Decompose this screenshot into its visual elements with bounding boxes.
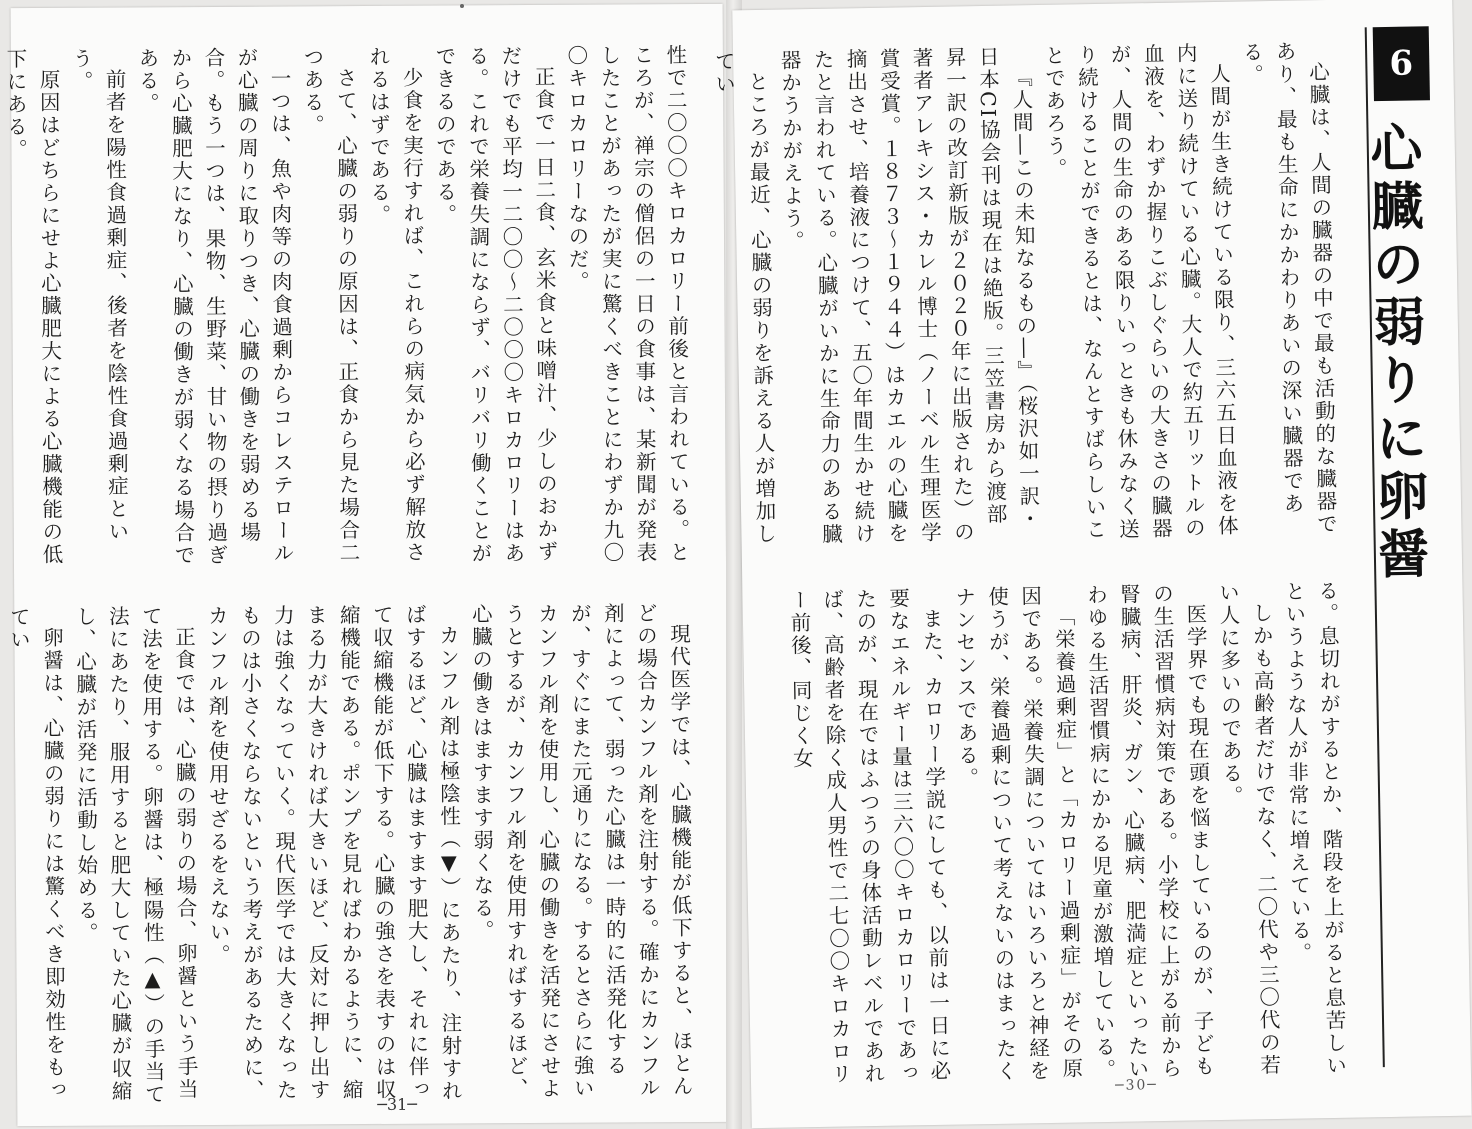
right-page	[711, 0, 1471, 1128]
left-page-upper-text	[2, 44, 694, 568]
paragraph: さて、心臓の弱りの原因は、正食から見た場合二つある。	[299, 46, 360, 564]
paragraph: 「栄養過剰症」と「カロリー過剰症」がその原因である。栄養失調についてはいろいろと神経を使うが、栄養過剰について考えないのはまったくナンセンスである。	[951, 585, 1084, 1084]
paragraph: しかも高齢者だけでなく、二〇代や三〇代の若い人に多いのである。	[1215, 581, 1281, 1077]
scan-speck	[460, 4, 464, 8]
right-page-upper-text	[711, 40, 1342, 550]
paragraph: る。息切れがするとか、階段を上がると息苦しいというような人が非常に増えている。	[1281, 579, 1348, 1078]
right-page-lower-text	[772, 580, 1351, 1095]
paragraph: 性で二〇〇〇キロカロリー前後と言われている。ところが、禅宗の僧侶の一日の食事は、某新聞が発表したことがあったが実に驚くべきことにわずか九〇〇キロカロリーなのだ。	[563, 44, 690, 565]
paragraph: 原因はどちらにせよ心臓肥大による心臓機能の低下にある。	[2, 48, 63, 566]
paragraph: ところが最近、心臓の弱りを訴える人が増加してい	[711, 50, 777, 546]
paragraph: 卵醤は、心臓の弱りには驚くべき即効性をもってい	[6, 606, 67, 1102]
page-number: ─30─	[1114, 1077, 1158, 1094]
paragraph: カンフル剤は極陰性（▼）にあたり、注射すればするほど、心臓はますます肥大し、それに伴って収縮機能が低下する。心臓の強さを表すのは収縮機能である。ポンプを見ればわかるように、縮まる力が大きければ大きいほど、反対に押し出す力は強くなっていく。現代医学では大きくなったものは小さくならないという考えがあるために、カンフル剤を使用せざるをえない。	[204, 603, 463, 1103]
paragraph: 心臓は、人間の臓器の中で最も活動的な臓器であり、最も生命にかかわりあいの深い臓器である。	[1238, 40, 1338, 536]
paragraph: 『人間―この未知なるもの―』（桜沢如一訳・日本CI協会刊は現在は絶版。三笠書房から渡部昇一訳の改訂新版が２０２０年に出版された）の著者アレキシス・カレル博士（ノーベル生理医学賞受賞。１８７３～１９４４）はカエルの心臓を摘出させ、培養液につけて、五〇年間生かせ続けたと言われている。心臓がいかに生命力のある臓器かうかがえよう。	[776, 45, 1041, 547]
paragraph: 医学界でも現在頭を悩ましているのが、子どもの生活習慣病対策である。小学校に上がる前から腎臓病、肝炎、ガン、心臓病、肥満症といったいわゆる生活習慣病にかかる児童が激増している。	[1083, 582, 1215, 1082]
left-page	[2, 4, 730, 1126]
paragraph: 前者を陽性食過剰症、後者を陰性食過剰症という。	[68, 47, 129, 543]
chapter-title: 心臓の弱りに卵醤	[1360, 120, 1430, 586]
left-page-lower-text	[6, 602, 697, 1111]
chapter-number-badge: 6	[1373, 26, 1430, 101]
paragraph: また、カロリー学説にしても、以前は一日に必要なエネルギー量は三六〇〇キロカロリーであったのが、現在ではふつうの身体活動レベルであれば、高齢者を除く成人男性で二七〇〇キロカロリー前後、同じく女	[786, 587, 952, 1087]
paragraph: 正食で一日二食、玄米食と味噌汁、少しのおかずだけでも平均一二〇〇～二〇〇〇キロカロリーはある。これで栄養失調にならず、バリバリ働くことができるのである。	[431, 45, 558, 566]
paragraph: 一つは、魚や肉等の肉食過剰からコレステロールが心臓の周りに取りつき、心臓の働きを弱める場合。もう一つは、果物、生野菜、甘い物の摂り過ぎから心臓肥大になり、心臓の働きが弱くなる場合である。	[134, 46, 294, 568]
paragraph: 少食を実行すれば、これらの病気から必ず解放されるはずである。	[365, 45, 426, 564]
paragraph: 現代医学では、心臓機能が低下すると、ほとんどの場合カンフル剤を注射する。確かにカンフル剤によって、弱った心臓は一時的に活発化するが、すぐにまた元通りになる。するとさらに強いカンフル剤を使用し、心臓の働きを活発にさせようとするが、カンフル剤を使用すればするほど、心臓の働きはますます弱くなる。	[468, 602, 694, 1101]
paragraph: 人間が生き続けている限り、三六五日血液を体内に送り続けている心臓。大人で約五リットルの血液を、わずか握りこぶしぐらいの大きさの臓器が、人間の生命のある限りいっときも休みなく送り続けることができるとは、なんとすばらしいことであろう。	[1040, 42, 1239, 542]
page-number: ─31─	[377, 1094, 417, 1114]
paragraph: 正食では、心臓の弱りの場合、卵醤という手当て法を使用する。卵醤は、極陽性（▲）の手当て法にあたり、服用すると肥大していた心臓が収縮し、心臓が活発に活動し始める。	[72, 605, 199, 1107]
